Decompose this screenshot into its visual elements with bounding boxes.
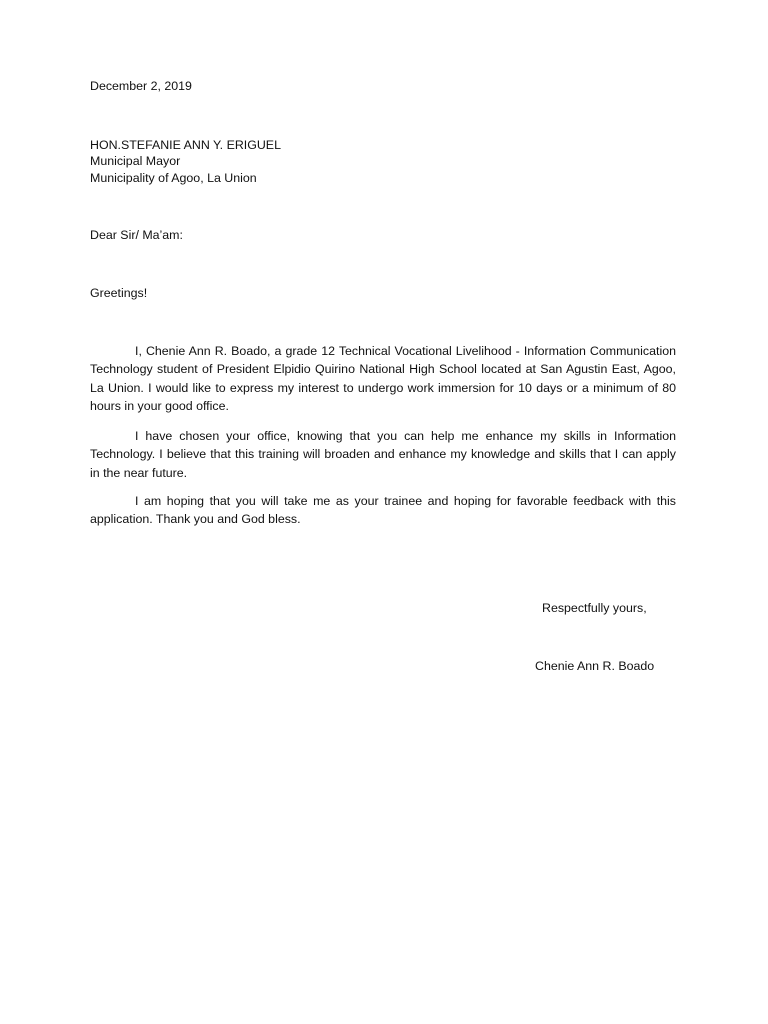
body-paragraph-3-text: I am hoping that you will take me as your trainee and hoping for favorable feedback with this application. Thank you and God bless. bbox=[90, 494, 676, 527]
letter-date: December 2, 2019 bbox=[90, 79, 192, 93]
body-paragraph-2-text: I have chosen your office, knowing that you can help me enhance my skills in Information Technology. I believe that this training will broaden and enhance my knowledge and skills that I can apply in the near future. bbox=[90, 429, 676, 480]
salutation: Dear Sir/ Ma’am: bbox=[90, 228, 183, 242]
closing: Respectfully yours, bbox=[542, 601, 647, 615]
body-paragraph-2 bbox=[90, 427, 676, 482]
body-paragraph-1-text: I, Chenie Ann R. Boado, a grade 12 Technical Vocational Livelihood - Information Communication Technology student of President Elpidio Quirino National High School located at San Agustin East, Agoo, La Union. I would like to express my interest to undergo work immersion for 10 days or a minimum of 80 hours in your good office. bbox=[90, 344, 676, 413]
recipient-title: Municipal Mayor bbox=[90, 154, 181, 168]
greeting: Greetings! bbox=[90, 286, 148, 300]
body-paragraph-3 bbox=[90, 492, 676, 529]
signer-name: Chenie Ann R. Boado bbox=[535, 659, 655, 673]
recipient-office: Municipality of Agoo, La Union bbox=[90, 171, 257, 185]
body-paragraph-1 bbox=[90, 342, 676, 415]
recipient-name: HON.STEFANIE ANN Y. ERIGUEL bbox=[90, 138, 281, 152]
